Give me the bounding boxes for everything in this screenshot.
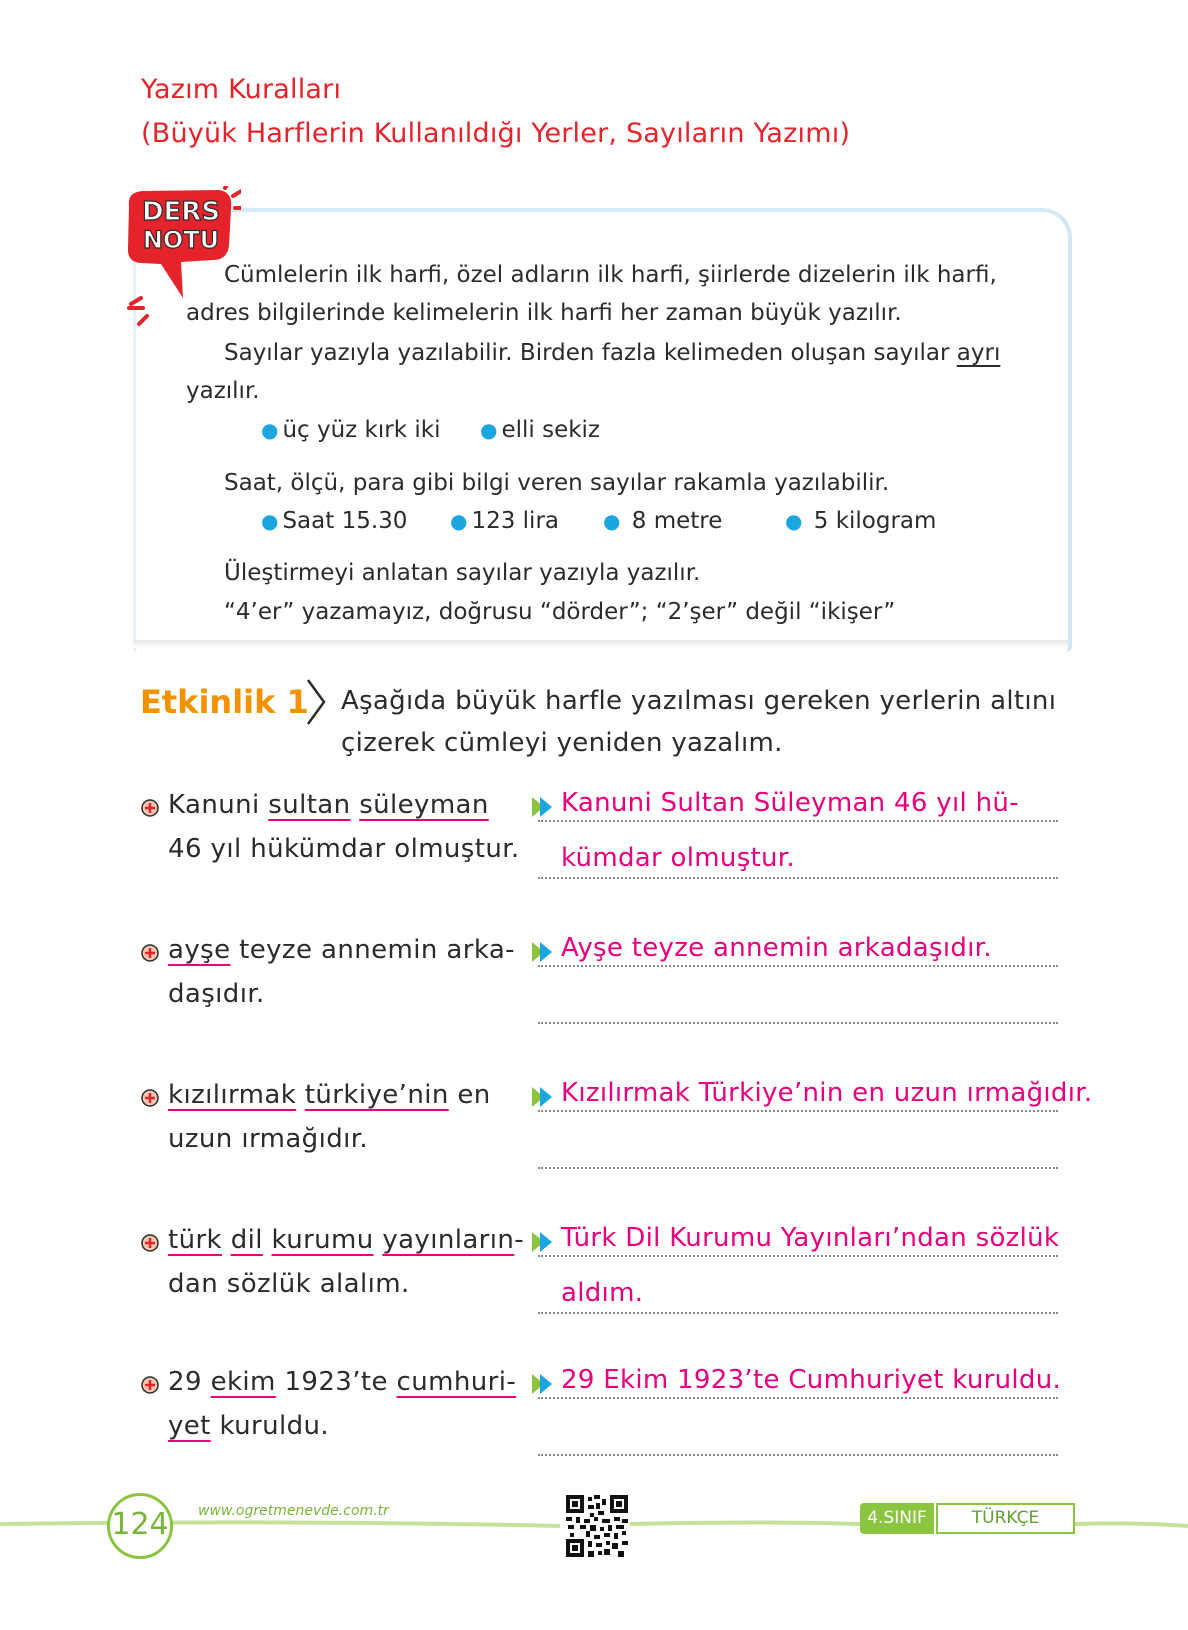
- pencil-bullet-icon: [141, 799, 159, 817]
- underlined-proper-noun: türk: [168, 1225, 223, 1255]
- question-line-1: 29 ekim 1923’te cumhuri-: [168, 1367, 517, 1397]
- website-link[interactable]: www.ogretmenevde.com.tr: [198, 1503, 389, 1519]
- note-paragraph-1-line-2: adres bilgilerinde kelimelerin ilk harfi her zaman büyük yazılır.: [186, 300, 902, 326]
- answer-arrow-icon: [530, 1084, 556, 1110]
- note-paragraph-3: Saat, ölçü, para gibi bilgi veren sayılar rakamla yazılabilir.: [224, 470, 890, 496]
- activity-instruction-line-2: çizerek cümleyi yeniden yazalım.: [341, 728, 783, 758]
- underlined-proper-noun: kurumu: [271, 1225, 374, 1255]
- answer-writing-line: [538, 1110, 1058, 1112]
- grade-label: 4.SINIF: [860, 1503, 934, 1534]
- answer-writing-line: [538, 820, 1058, 822]
- note-paragraph-2-line-1: Sayılar yazıyla yazılabilir. Birden fazla kelimeden oluşan sayılar ayrı: [224, 340, 1001, 366]
- page-subtitle: (Büyük Harflerin Kullanıldığı Yerler, Sayıların Yazımı): [141, 118, 851, 149]
- activity-label: Etkinlik 1: [140, 683, 309, 721]
- underlined-proper-noun: türkiye’nin: [304, 1080, 449, 1110]
- answer-writing-line: [538, 1312, 1058, 1314]
- example-number-1: ● üç yüz kırk iki: [261, 417, 441, 443]
- page-number: 124: [107, 1493, 173, 1559]
- question-line-1: türk dil kurumu yayınların-: [168, 1225, 525, 1255]
- underlined-proper-noun: yayınların: [382, 1225, 515, 1255]
- badge-line2: NOTU: [142, 226, 220, 254]
- activity-instruction-line-1: Aşağıda büyük harfle yazılması gereken yerlerin altını: [341, 686, 1057, 716]
- bullet-icon: ●: [261, 418, 279, 442]
- example-digit-3: ● 8 metre: [603, 508, 723, 534]
- answer-writing-line: [538, 877, 1058, 879]
- answer-writing-line: [538, 1022, 1058, 1024]
- pencil-bullet-icon: [141, 1376, 159, 1394]
- lesson-note-shadow: [133, 640, 1068, 648]
- example-digit-1: ● Saat 15.30: [261, 508, 408, 534]
- underlined-proper-noun: ekim: [210, 1367, 276, 1397]
- answer-writing-line: [538, 1167, 1058, 1169]
- badge-line1: DERS: [141, 197, 221, 227]
- note-paragraph-4-line-2: “4’er” yazamayız, doğrusu “dörder”; “2’şer” değil “ikişer”: [224, 599, 896, 625]
- note-paragraph-2-line-2: yazılır.: [186, 378, 260, 404]
- question-line-1: Kanuni sultan süleyman: [168, 790, 489, 820]
- underlined-proper-noun: ayşe: [168, 935, 231, 965]
- bullet-icon: ●: [603, 509, 621, 533]
- answer-writing-line: [538, 1255, 1058, 1257]
- page-title: Yazım Kuralları: [141, 74, 342, 105]
- question-line-2: dan sözlük alalım.: [168, 1269, 410, 1299]
- underlined-proper-noun: süleyman: [359, 790, 489, 820]
- question-line-2: uzun ırmağıdır.: [168, 1124, 369, 1154]
- answer-line-1[interactable]: Ayşe teyze annemin arkadaşıdır.: [561, 933, 992, 963]
- bullet-icon: ●: [450, 509, 468, 533]
- pencil-bullet-icon: [141, 1234, 159, 1252]
- bullet-icon: ●: [480, 418, 498, 442]
- answer-line-1[interactable]: Kanuni Sultan Süleyman 46 yıl hü-: [561, 788, 1019, 818]
- answer-line-2[interactable]: aldım.: [561, 1278, 644, 1308]
- question-line-1: kızılırmak türkiye’nin en: [168, 1080, 491, 1110]
- underlined-proper-noun: dil: [230, 1225, 263, 1255]
- chevron-right-icon: [305, 678, 327, 726]
- pencil-bullet-icon: [141, 1089, 159, 1107]
- question-line-2: yet kuruldu.: [168, 1411, 330, 1441]
- answer-line-1[interactable]: Türk Dil Kurumu Yayınları’ndan sözlük: [561, 1223, 1060, 1253]
- note-paragraph-4-line-1: Üleştirmeyi anlatan sayılar yazıyla yazılır.: [224, 560, 701, 586]
- answer-arrow-icon: [530, 794, 556, 820]
- underlined-proper-noun: sultan: [268, 790, 351, 820]
- underlined-word: ayrı: [956, 340, 1001, 366]
- example-number-2: ● elli sekiz: [480, 417, 601, 443]
- answer-arrow-icon: [530, 939, 556, 965]
- pencil-bullet-icon: [141, 944, 159, 962]
- answer-arrow-icon: [530, 1229, 556, 1255]
- bullet-icon: ●: [785, 509, 803, 533]
- underlined-proper-noun: kızılırmak: [168, 1080, 297, 1110]
- bullet-icon: ●: [261, 509, 279, 533]
- answer-line-2[interactable]: kümdar olmuştur.: [561, 843, 795, 873]
- answer-line-1[interactable]: 29 Ekim 1923’te Cumhuriyet kuruldu.: [561, 1365, 1062, 1395]
- answer-line-1[interactable]: Kızılırmak Türkiye’nin en uzun ırmağıdır.: [561, 1078, 1093, 1108]
- question-line-2: daşıdır.: [168, 979, 265, 1009]
- answer-writing-line: [538, 965, 1058, 967]
- question-line-1: ayşe teyze annemin arka-: [168, 935, 515, 965]
- qr-code-icon[interactable]: [566, 1495, 628, 1557]
- example-digit-4: ● 5 kilogram: [785, 508, 937, 534]
- example-digit-2: ● 123 lira: [450, 508, 559, 534]
- note-paragraph-1-line-1: Cümlelerin ilk harfi, özel adların ilk harfi, şiirlerde dizelerin ilk harfi,: [224, 262, 997, 288]
- underlined-proper-noun: cumhuri-: [396, 1367, 517, 1397]
- answer-writing-line: [538, 1397, 1058, 1399]
- answer-arrow-icon: [530, 1371, 556, 1397]
- answer-writing-line: [538, 1454, 1058, 1456]
- question-line-2: 46 yıl hükümdar olmuştur.: [168, 834, 520, 864]
- subject-label: TÜRKÇE: [936, 1503, 1075, 1534]
- underlined-proper-noun: yet: [168, 1411, 211, 1441]
